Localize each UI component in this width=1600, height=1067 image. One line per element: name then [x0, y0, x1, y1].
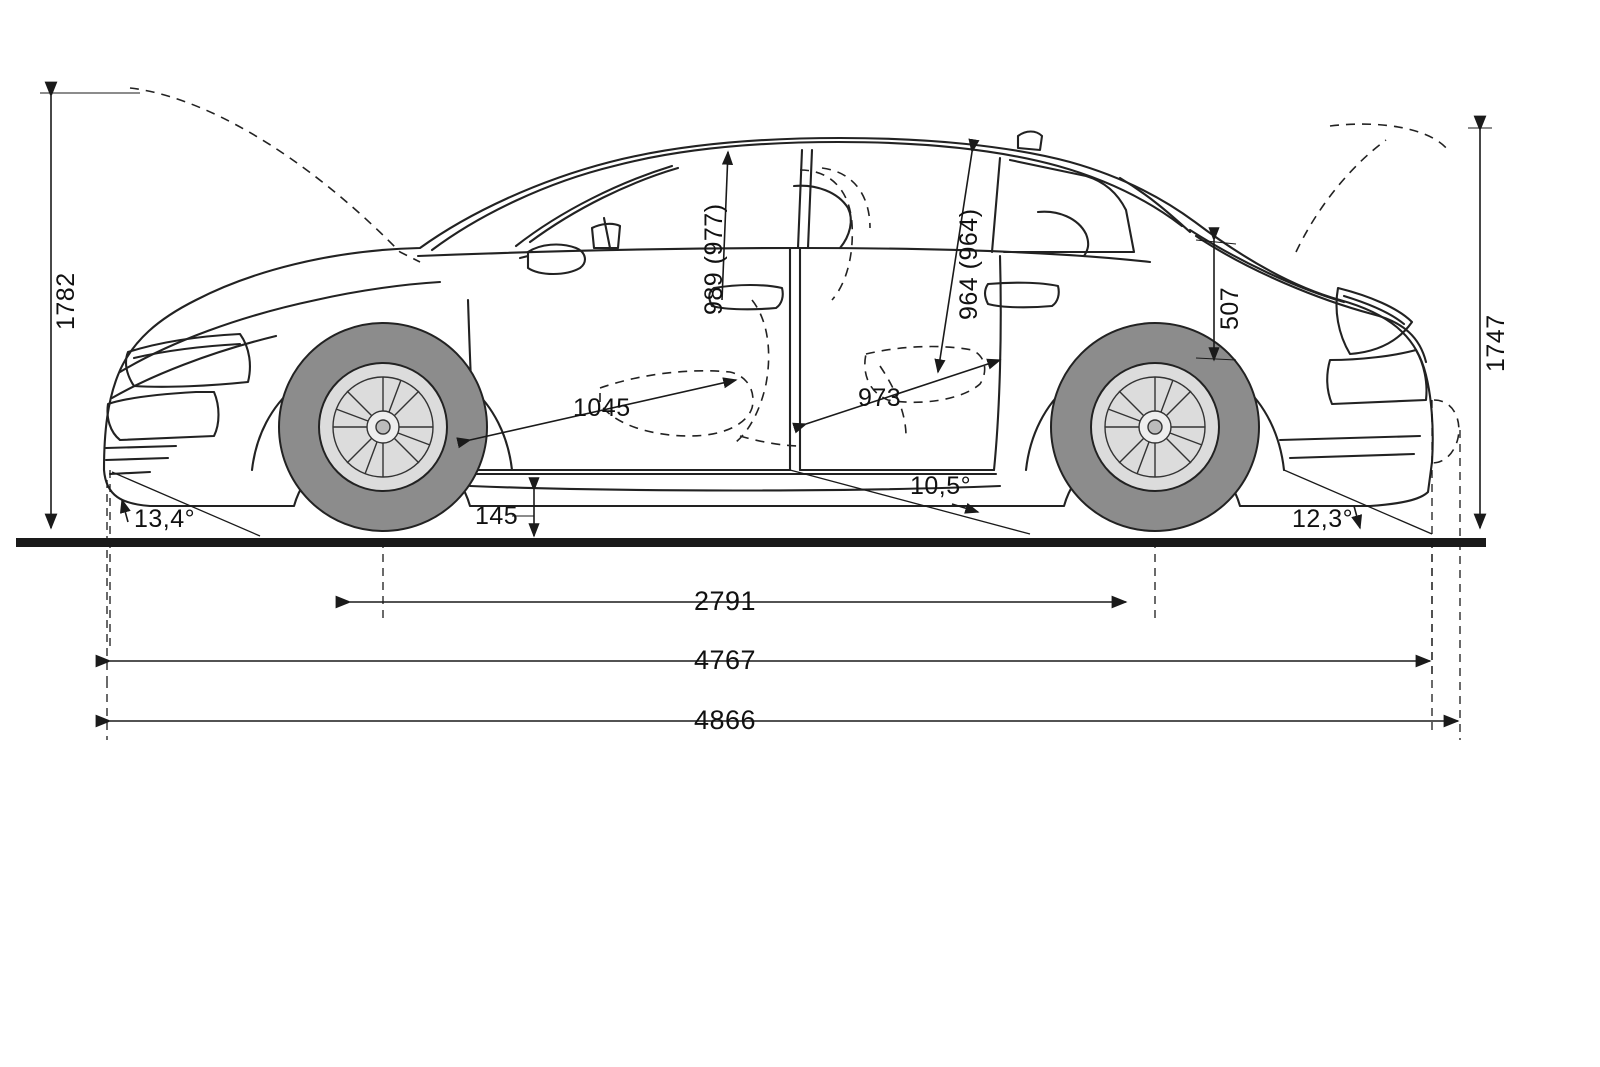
label-approach-angle: 13,4° [134, 505, 196, 533]
dimension-lines [40, 93, 1492, 740]
label-ground-clearance: 145 [475, 502, 519, 530]
label-ramp-angle: 10,5° [910, 472, 972, 500]
label-headroom-front: 989 (977) [700, 203, 728, 315]
label-height-rear: 1747 [1482, 314, 1510, 372]
label-body-length: 4767 [694, 645, 757, 675]
label-rear-interior-width: 973 [858, 384, 902, 412]
wheels [279, 323, 1259, 531]
label-overall-length: 4866 [694, 705, 757, 735]
label-front-interior-width: 1045 [573, 394, 631, 422]
ground-line [16, 538, 1486, 547]
label-rear-window-height: 507 [1216, 286, 1244, 330]
label-height-front: 1782 [52, 272, 80, 330]
label-headroom-rear: 964 (964) [955, 208, 983, 320]
label-wheelbase: 2791 [694, 586, 757, 616]
label-departure-angle: 12,3° [1292, 505, 1354, 533]
